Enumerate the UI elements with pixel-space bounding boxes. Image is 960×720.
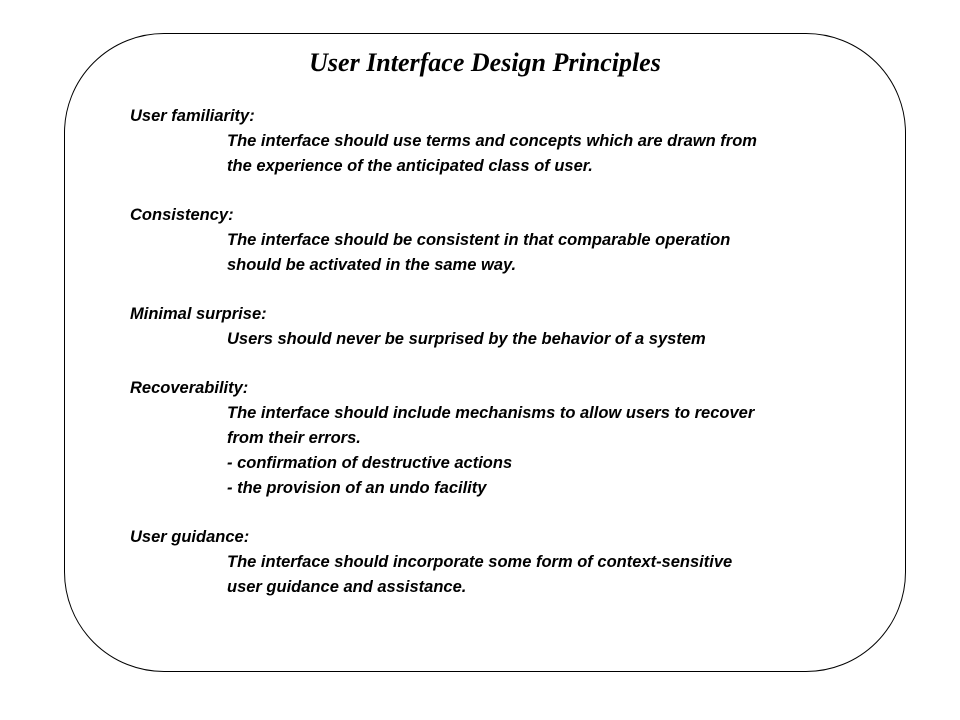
principle-consistency	[130, 203, 870, 278]
principles-list	[130, 104, 870, 624]
principle-line: The interface should use terms and concepts which are drawn from	[227, 132, 757, 150]
principle-user-guidance	[130, 525, 870, 600]
principle-line: The interface should incorporate some form of context-sensitive	[227, 553, 733, 571]
principle-heading: Consistency:	[130, 206, 234, 224]
principle-line: Users should never be surprised by the behavior of a system	[227, 330, 706, 348]
principle-heading: User familiarity:	[130, 107, 255, 125]
slide-title: User Interface Design Principles	[309, 48, 661, 77]
principle-user-familiarity	[130, 104, 870, 179]
principle-line: The interface should include mechanisms to allow users to recover	[227, 404, 755, 422]
principle-line: - confirmation of destructive actions	[227, 454, 513, 472]
principle-heading: User guidance:	[130, 528, 250, 546]
principle-minimal-surprise	[130, 302, 870, 352]
principle-recoverability	[130, 376, 870, 501]
principle-line: user guidance and assistance.	[227, 578, 467, 596]
principle-heading: Minimal surprise:	[130, 305, 267, 323]
principle-line: The interface should be consistent in that comparable operation	[227, 231, 731, 249]
principle-heading: Recoverability:	[130, 379, 249, 397]
principle-line: the experience of the anticipated class of user.	[227, 157, 593, 175]
principle-line: from their errors.	[227, 429, 361, 447]
principle-line: should be activated in the same way.	[227, 256, 517, 274]
principle-line: - the provision of an undo facility	[227, 479, 487, 497]
